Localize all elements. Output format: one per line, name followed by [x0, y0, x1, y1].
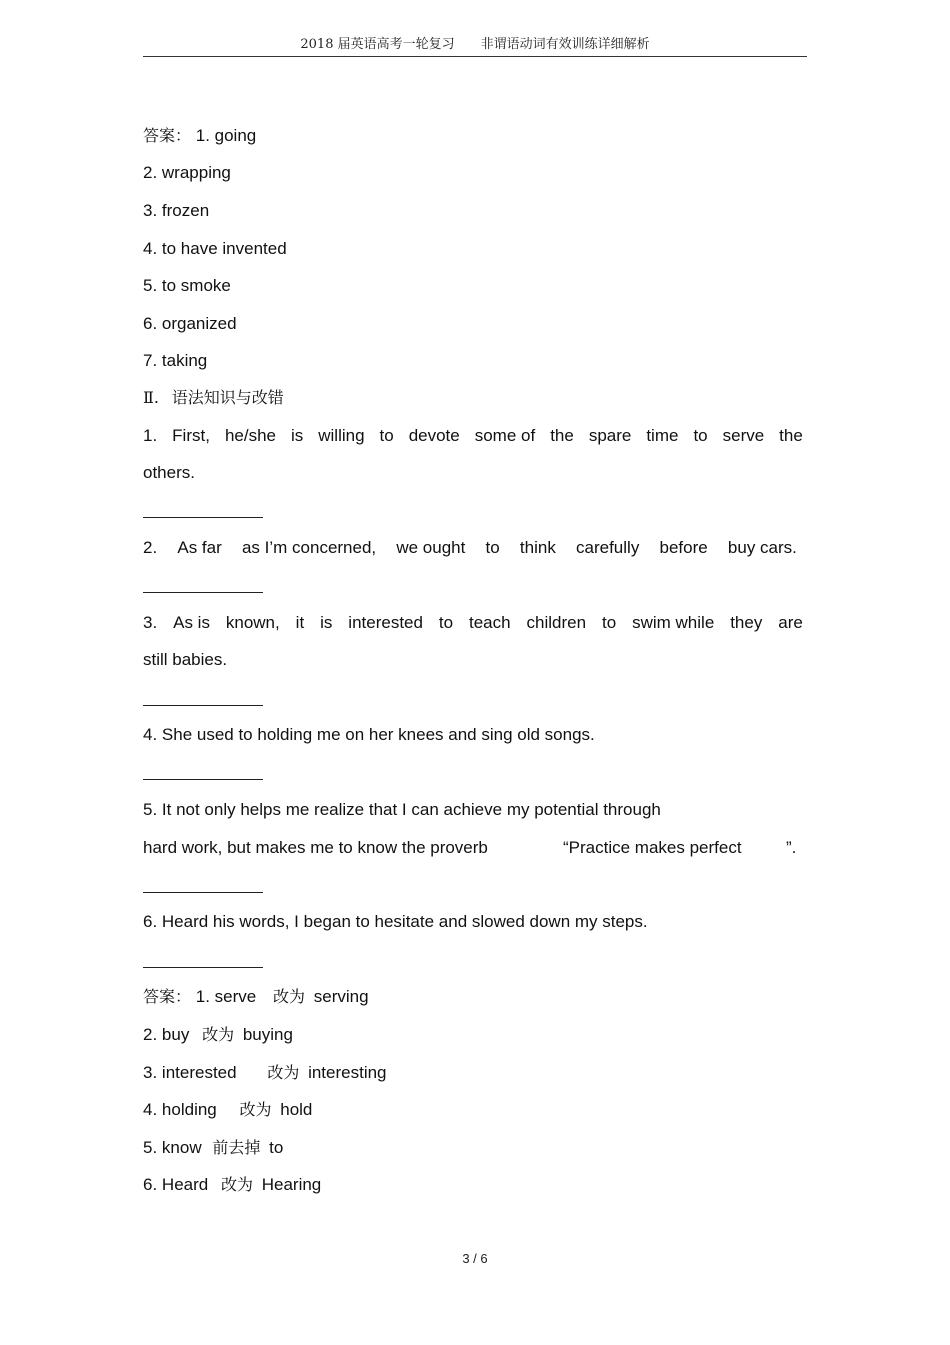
- answer-num: 5.: [143, 1138, 158, 1157]
- answer-change-word: 改为: [239, 1100, 272, 1119]
- exercise-5-quote-end: ”.: [786, 838, 797, 857]
- answer-blank-1[interactable]: [143, 517, 263, 518]
- answer-blank-3[interactable]: [143, 705, 263, 706]
- answer-blank-4[interactable]: [143, 779, 263, 780]
- word: buy cars.: [727, 538, 797, 557]
- answer-change-word: 改为: [272, 987, 305, 1006]
- section-numeral: Ⅱ.: [143, 388, 159, 407]
- section-heading: [143, 387, 284, 409]
- word: interested: [348, 613, 423, 632]
- answer-wrong: Heard: [161, 1175, 209, 1194]
- page-header: [143, 34, 807, 57]
- answer-change-word: 改为: [202, 1025, 235, 1044]
- answer-change-word: 改为: [267, 1063, 300, 1082]
- answer-wrong: holding: [161, 1100, 217, 1119]
- answer2-item: [143, 1099, 312, 1121]
- word: it: [295, 613, 305, 632]
- answer-wrong: buy: [161, 1025, 190, 1044]
- word: they: [730, 613, 763, 632]
- word: 1.: [143, 426, 158, 445]
- word: as I’m concerned,: [241, 538, 377, 557]
- exercise-5-line-1: 5. It not only helps me realize that I can achieve my potential through: [143, 800, 661, 819]
- answer-num: 2.: [143, 1025, 158, 1044]
- exercise-5-line-2: [143, 837, 488, 859]
- answer-wrong: interested: [161, 1063, 237, 1082]
- answer-change-word: 改为: [220, 1175, 253, 1194]
- word: 2.: [143, 538, 158, 557]
- answer1-line-1: [143, 125, 256, 147]
- answer2-item: [143, 1174, 321, 1196]
- answer-blank-2[interactable]: [143, 592, 263, 593]
- exercise-4: 4. She used to holding me on her knees and sing old songs.: [143, 725, 595, 744]
- answer-num: 4.: [143, 1100, 158, 1119]
- answer-num: 6.: [143, 1175, 158, 1194]
- answer-right: interesting: [308, 1063, 387, 1082]
- word: think: [519, 538, 556, 557]
- word: willing: [318, 426, 365, 445]
- word: children: [526, 613, 587, 632]
- word: is: [320, 613, 333, 632]
- word: are: [778, 613, 803, 632]
- word: 3.: [143, 613, 158, 632]
- answer-right: buying: [242, 1025, 293, 1044]
- answer-right: serving: [313, 987, 369, 1006]
- answer1-item: 5. to smoke: [143, 276, 231, 295]
- answer2-item: [143, 1137, 283, 1159]
- word: the: [779, 426, 803, 445]
- exercise-2-line-1: [143, 537, 797, 559]
- word: time: [646, 426, 679, 445]
- word: to: [438, 613, 454, 632]
- answer-right: Hearing: [261, 1175, 322, 1194]
- answer-right: to: [269, 1138, 284, 1157]
- section-title: 语法知识与改错: [171, 388, 284, 407]
- answer-prefix: 答案：: [143, 987, 192, 1006]
- word: is: [290, 426, 304, 445]
- word: As is: [173, 613, 210, 632]
- header-left: 2018 届英语高考一轮复习: [300, 37, 455, 52]
- answer1-item: 7. taking: [143, 351, 208, 370]
- answer1-item: 3. frozen: [143, 201, 210, 220]
- word: to: [601, 613, 617, 632]
- answer-right: hold: [280, 1100, 313, 1119]
- word: to: [485, 538, 500, 557]
- answer-delete-word: 前去掉: [212, 1138, 261, 1157]
- answer-wrong: know: [161, 1138, 202, 1157]
- word: First,: [172, 426, 210, 445]
- word: teach: [469, 613, 511, 632]
- answer-blank-6[interactable]: [143, 967, 263, 968]
- answer-num: 1.: [195, 987, 210, 1006]
- answer-blank-5[interactable]: [143, 892, 263, 893]
- word: the: [550, 426, 574, 445]
- answer1-item: 1. going: [195, 126, 257, 145]
- answer2-item: [143, 1024, 293, 1046]
- word: he/she: [224, 426, 276, 445]
- word: As far: [177, 538, 222, 557]
- word: to: [379, 426, 394, 445]
- answer-num: 3.: [143, 1063, 158, 1082]
- exercise-3-line-1: [143, 612, 803, 634]
- answer1-item: 2. wrapping: [143, 163, 231, 182]
- word: we ought: [396, 538, 466, 557]
- exercise-5-quote: “Practice makes perfect: [563, 838, 742, 857]
- word: swim while: [632, 613, 715, 632]
- exercise-6: 6. Heard his words, I began to hesitate and slowed down my steps.: [143, 912, 648, 931]
- answer2-item: [143, 986, 369, 1008]
- answer1-item: 4. to have invented: [143, 239, 287, 258]
- exercise-5-text: hard work, but makes me to know the proverb: [143, 838, 488, 857]
- word: before: [659, 538, 708, 557]
- answer2-item: [143, 1062, 387, 1084]
- word: serve: [722, 426, 765, 445]
- word: to: [693, 426, 708, 445]
- answer-wrong: serve: [214, 987, 257, 1006]
- answer-prefix: 答案：: [143, 126, 192, 145]
- word: known,: [225, 613, 280, 632]
- exercise-3-line-2: still babies.: [143, 650, 228, 669]
- word: spare: [588, 426, 632, 445]
- page-number: 3 / 6: [462, 1251, 488, 1266]
- word: some of: [474, 426, 536, 445]
- exercise-1-line-1: [143, 425, 803, 447]
- word: devote: [408, 426, 460, 445]
- word: carefully: [576, 538, 640, 557]
- header-right: 非谓语动词有效训练详细解析: [480, 37, 650, 52]
- answer1-item: 6. organized: [143, 314, 237, 333]
- exercise-1-line-2: others.: [143, 463, 195, 482]
